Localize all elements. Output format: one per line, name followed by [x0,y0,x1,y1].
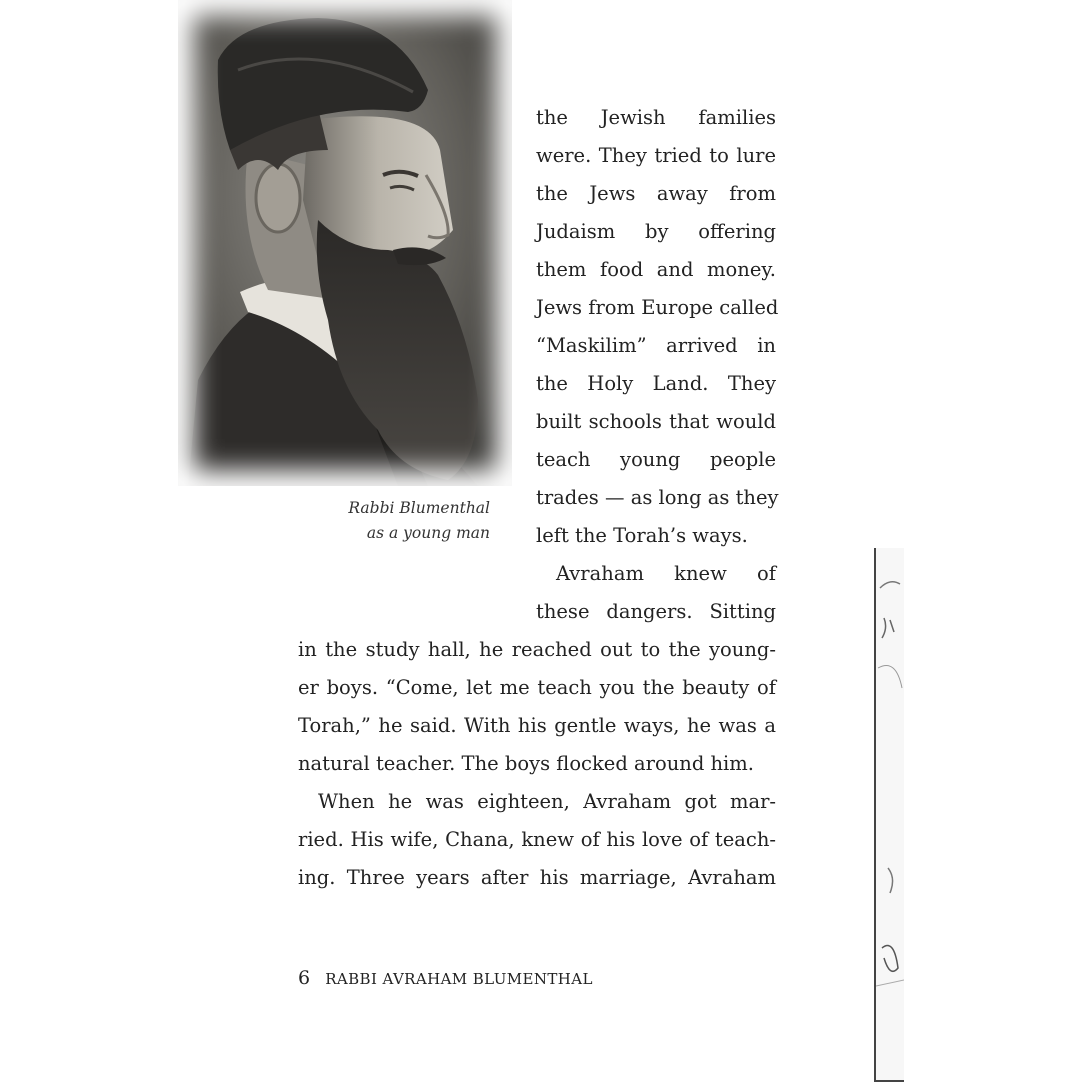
page-footer [298,964,593,992]
text-line: these dangers. Sitting [536,600,776,623]
text-line: natural teacher. The boys flocked around him. [298,752,754,775]
caption-line: as a young man [366,524,490,542]
text-line: in the study hall, he reached out to the young- [298,638,776,661]
portrait-photo [178,0,512,486]
text-line: er boys. “Come, let me teach you the beauty of [298,676,776,699]
text-line: “Maskilim” arrived in [536,334,776,357]
text-line: the Jews away from [536,182,776,205]
next-page-edge [874,548,904,1082]
text-line: trades — as long as they [536,486,779,509]
photo-caption [300,496,490,546]
running-title: RABBI AVRAHAM BLUMENTHAL [325,970,593,988]
text-line: Avraham knew of [556,562,776,585]
text-line: Judaism by offering [536,220,776,243]
text-line: When he was eighteen, Avraham got mar- [318,790,776,813]
text-line: Torah,” he said. With his gentle ways, he was a [298,714,776,737]
text-line: the Holy Land. They [536,372,776,395]
text-line: built schools that would [536,410,776,433]
handwriting-scan [876,548,904,1080]
text-line: ing. Three years after his marriage, Avraham [298,866,776,889]
text-line: Jews from Europe called [536,296,779,319]
text-line: them food and money. [536,258,776,281]
text-line: the Jewish families [536,106,776,129]
text-line: were. They tried to lure [536,144,776,167]
caption-line: Rabbi Blumenthal [348,499,490,517]
text-line: left the Torah’s ways. [536,524,748,547]
text-line: teach young people [536,448,776,471]
text-line: ried. His wife, Chana, knew of his love of teach- [298,828,776,851]
page-number: 6 [298,967,311,989]
portrait-illustration [178,0,512,486]
